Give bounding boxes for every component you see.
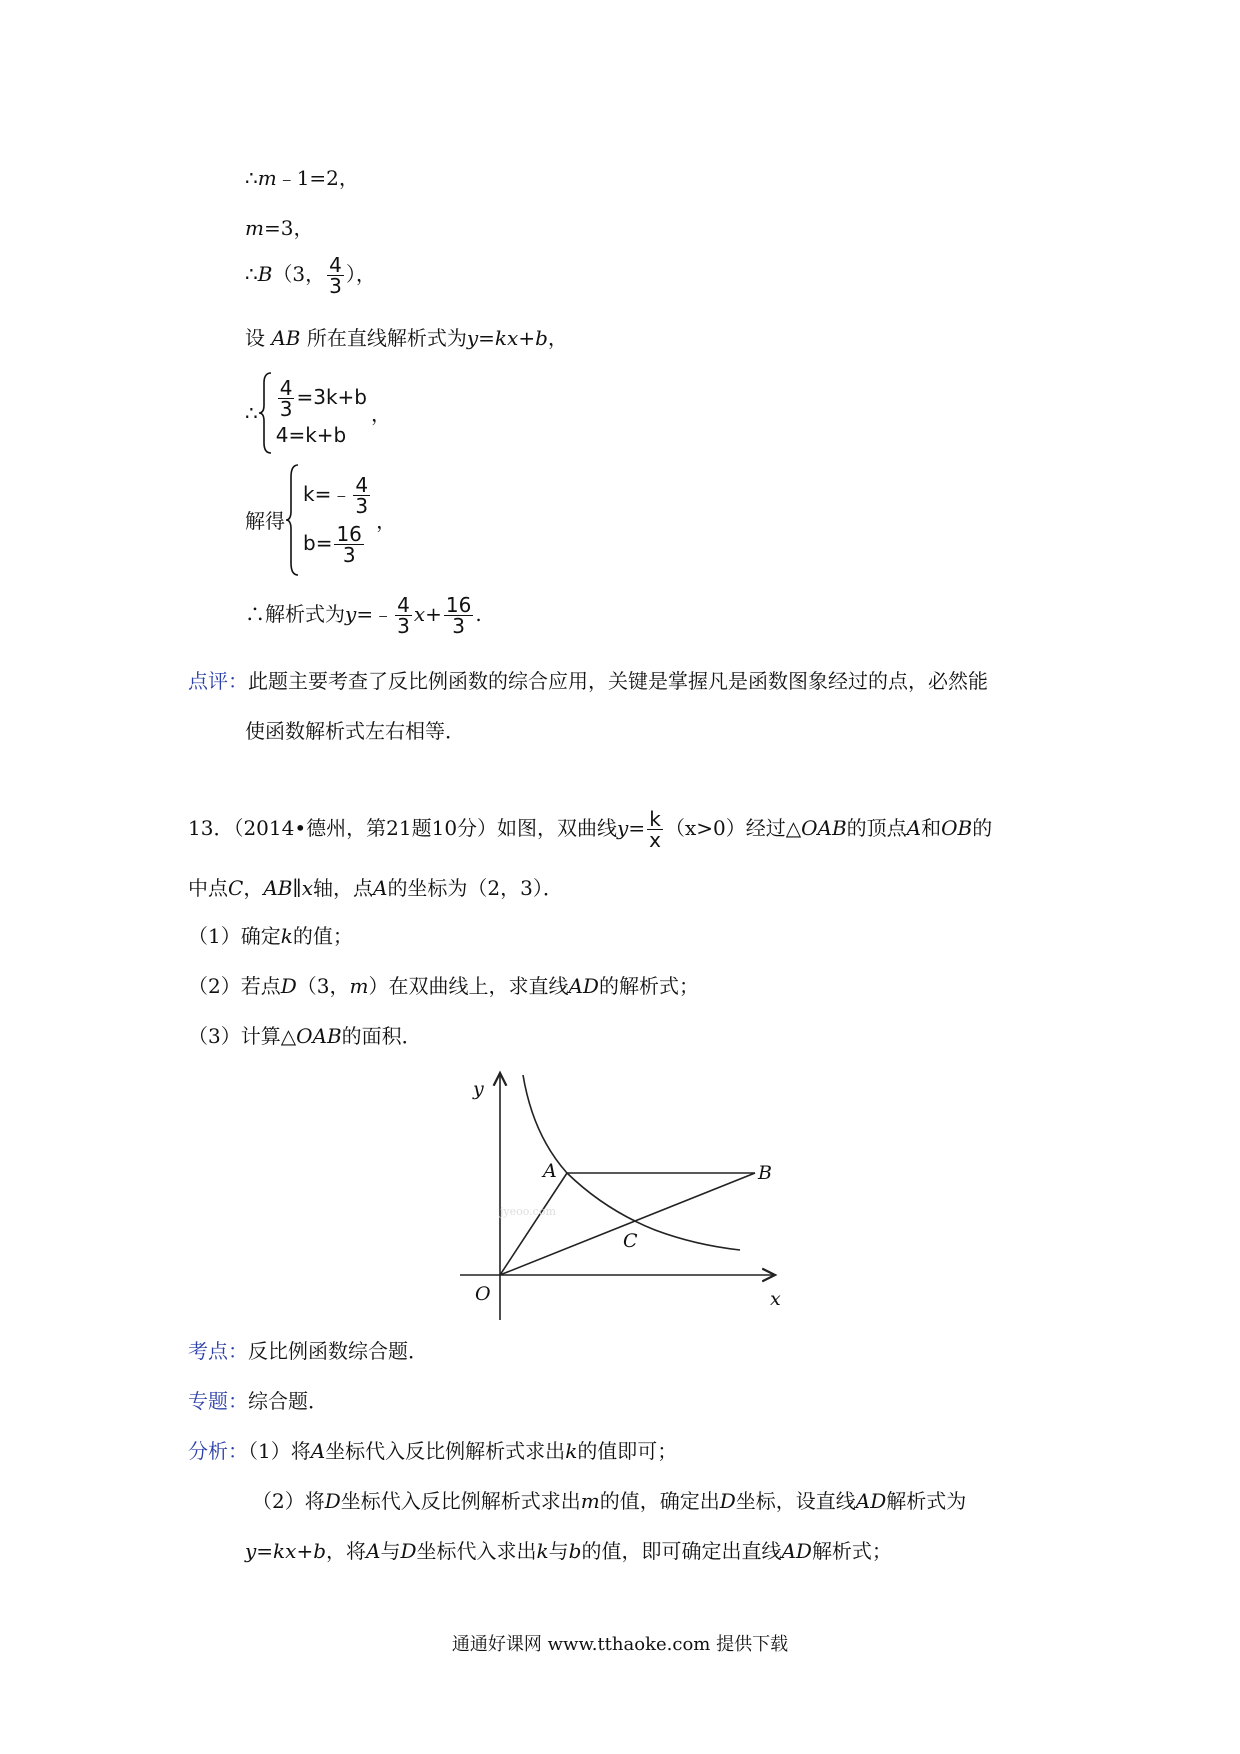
final-expression: ∴解析式为y=﹣ $\frac{4}{3}$ x+ $\frac{16}{3}$ . xyxy=(245,593,482,638)
equation-system-1: ∴ $\frac{4}{3}$ =3k+b 4=k+b ， xyxy=(245,370,391,455)
left-brace-icon xyxy=(285,463,301,577)
problem-13-line-1: 13．（2014•德州，第21题10分）如图，双曲线y= $\frac{k}{x}$ （x>0）经过△OAB的顶点A和OB的 xyxy=(188,807,993,852)
fenxi-line-2: （2）将D坐标代入反比例解析式求出m的值，确定出D坐标，设直线AD解析式为 xyxy=(252,1489,967,1513)
equation-system-2: 解得 k=﹣ $\frac{4}{3}$ b= $\frac{16}{3}$ ， xyxy=(245,462,396,577)
left-brace-icon xyxy=(258,371,274,455)
solution-line-1: ∴m﹣1=2， xyxy=(245,166,359,190)
problem-13-line-2: 中点C，AB∥x轴，点A的坐标为（2，3）． xyxy=(188,876,563,900)
question-3: （3）计算△OAB的面积． xyxy=(188,1024,422,1048)
solution-line-3: ∴B（3， $\frac{4}{3}$ ）， xyxy=(245,253,376,298)
label-B: B xyxy=(758,1162,772,1184)
hyperbola-figure xyxy=(455,1065,795,1320)
comment-line-2: 使函数解析式左右相等． xyxy=(245,719,465,743)
label-O: O xyxy=(475,1283,491,1305)
question-1: （1）确定k的值； xyxy=(188,924,353,948)
label-y: y xyxy=(473,1078,484,1100)
comment-line-1: 点评：此题主要考查了反比例函数的综合应用，关键是掌握凡是函数图象经过的点，必然能 xyxy=(188,669,988,693)
label-A: A xyxy=(543,1160,557,1182)
page-footer: 通通好课网 www.tthaoke.com 提供下载 xyxy=(451,1634,789,1655)
label-x: x xyxy=(770,1288,781,1310)
solution-line-2: m=3， xyxy=(245,216,314,240)
fenxi-line-3: y=kx+b，将A与D坐标代入求出k与b的值，即可确定出直线AD解析式； xyxy=(245,1539,892,1563)
kaodian: 考点：反比例函数综合题． xyxy=(188,1339,428,1363)
fenxi-line-1: 分析：（1）将A坐标代入反比例解析式求出k的值即可； xyxy=(188,1439,678,1463)
question-2: （2）若点D（3，m）在双曲线上，求直线AD的解析式； xyxy=(188,974,699,998)
zhuanti: 专题：综合题． xyxy=(188,1389,328,1413)
comment-label: 点评： xyxy=(188,669,248,693)
label-C: C xyxy=(623,1230,638,1252)
segment-OA xyxy=(500,1173,567,1275)
segment-OB xyxy=(500,1173,755,1275)
watermark: jyeoo.com xyxy=(500,1205,556,1218)
solution-line-4: 设 AB 所在直线解析式为y=kx+b， xyxy=(245,326,568,350)
